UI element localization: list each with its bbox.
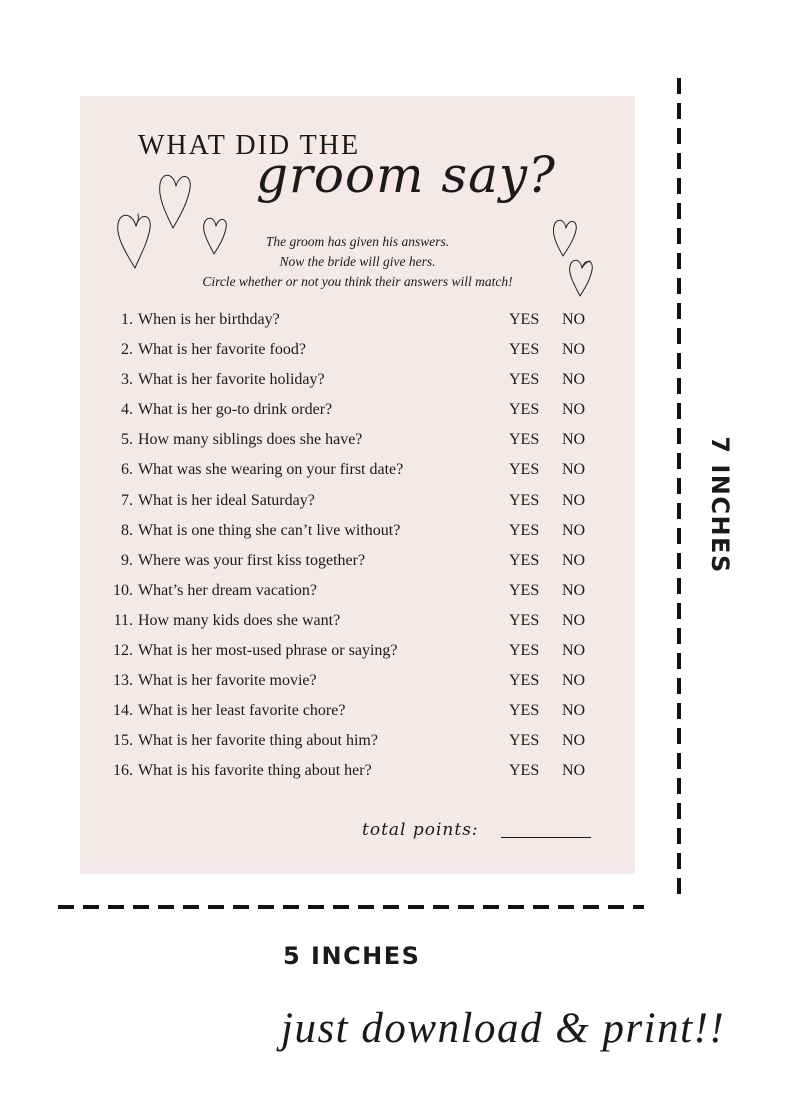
total-points-label: total points: <box>362 820 479 840</box>
question-text: What is her go-to drink order? <box>138 401 333 419</box>
yes-option[interactable]: YES <box>509 702 540 720</box>
question-number: 12. <box>113 642 133 660</box>
question-row <box>80 492 635 522</box>
no-option[interactable]: NO <box>562 371 586 389</box>
question-row <box>80 341 635 371</box>
question-row <box>80 612 635 642</box>
no-option[interactable]: NO <box>562 401 586 419</box>
question-number: 9. <box>121 551 133 569</box>
no-option[interactable]: NO <box>562 581 586 599</box>
yes-option[interactable]: YES <box>509 672 540 690</box>
yes-option[interactable]: YES <box>509 581 540 599</box>
question-text: What was she wearing on your first date? <box>138 461 404 479</box>
question-row <box>80 431 635 461</box>
no-option[interactable]: NO <box>562 611 586 629</box>
no-option[interactable]: NO <box>562 642 586 660</box>
yes-option[interactable]: YES <box>509 401 540 419</box>
yes-option[interactable]: YES <box>509 491 540 509</box>
no-option[interactable]: NO <box>562 732 586 750</box>
question-number: 14. <box>113 702 133 720</box>
question-row <box>80 311 635 341</box>
yes-option[interactable]: YES <box>509 762 540 780</box>
no-option[interactable]: NO <box>562 461 586 479</box>
no-option[interactable]: NO <box>562 672 586 690</box>
yes-option[interactable]: YES <box>509 642 540 660</box>
question-list <box>80 311 635 793</box>
question-number: 11. <box>113 611 133 629</box>
question-text: What is her least favorite chore? <box>138 702 346 720</box>
question-number: 5. <box>121 431 133 449</box>
yes-option[interactable]: YES <box>509 311 540 328</box>
no-option[interactable]: NO <box>562 491 586 509</box>
question-text: What’s her dream vacation? <box>138 581 318 599</box>
question-text: How many kids does she want? <box>138 611 341 629</box>
instructions <box>160 232 555 292</box>
question-row <box>80 762 635 792</box>
question-number: 8. <box>121 521 133 539</box>
question-row <box>80 702 635 732</box>
no-option[interactable]: NO <box>562 341 586 359</box>
question-text: What is one thing she can’t live without? <box>138 521 401 539</box>
instruction-line: Circle whether or not you think their answers will match! <box>202 274 513 289</box>
question-text: What is her most-used phrase or saying? <box>138 642 398 660</box>
question-row <box>80 732 635 762</box>
total-points-blank <box>501 837 591 838</box>
question-row <box>80 401 635 431</box>
instruction-line: Now the bride will give hers. <box>279 254 436 269</box>
question-row <box>80 582 635 612</box>
question-row <box>80 642 635 672</box>
instruction-line: The groom has given his answers. <box>265 234 450 249</box>
no-option[interactable]: NO <box>562 551 586 569</box>
question-number: 4. <box>121 401 133 419</box>
question-text: What is her favorite food? <box>138 341 306 359</box>
question-row <box>80 461 635 491</box>
title-script: groom say? <box>256 146 556 204</box>
question-number: 6. <box>121 461 133 479</box>
question-text: Where was your first kiss together? <box>138 551 366 569</box>
question-row <box>80 522 635 552</box>
heart-icon <box>160 175 191 228</box>
no-option[interactable]: NO <box>562 431 586 449</box>
question-row <box>80 672 635 702</box>
question-text: What is her favorite movie? <box>138 672 317 690</box>
yes-option[interactable]: YES <box>509 551 540 569</box>
yes-option[interactable]: YES <box>509 431 540 449</box>
question-text: What is her ideal Saturday? <box>138 491 315 509</box>
no-option[interactable]: NO <box>562 702 586 720</box>
game-card <box>80 96 635 874</box>
question-number: 3. <box>121 371 133 389</box>
no-option[interactable]: NO <box>562 762 586 780</box>
width-label: 5 INCHES <box>283 942 421 970</box>
question-text: What is her favorite thing about him? <box>138 732 378 750</box>
heart-icon <box>570 260 593 296</box>
question-number: 10. <box>113 581 133 599</box>
question-number: 13. <box>113 672 133 690</box>
question-number: 7. <box>121 491 133 509</box>
question-text: What is her favorite holiday? <box>138 371 325 389</box>
no-option[interactable]: NO <box>562 311 586 328</box>
yes-option[interactable]: YES <box>509 611 540 629</box>
yes-option[interactable]: YES <box>509 521 540 539</box>
width-dashed-line <box>58 905 644 909</box>
question-text: What is his favorite thing about her? <box>138 762 372 780</box>
height-dashed-line <box>677 78 681 900</box>
yes-option[interactable]: YES <box>509 371 540 389</box>
question-text: When is her birthday? <box>138 311 280 328</box>
no-option[interactable]: NO <box>562 521 586 539</box>
yes-option[interactable]: YES <box>509 341 540 359</box>
height-label: 7 INCHES <box>706 436 734 574</box>
question-number: 1. <box>121 311 133 328</box>
yes-option[interactable]: YES <box>509 461 540 479</box>
tagline: just download & print!! <box>281 1005 726 1052</box>
question-row <box>80 552 635 582</box>
question-number: 15. <box>113 732 133 750</box>
yes-option[interactable]: YES <box>509 732 540 750</box>
question-number: 16. <box>113 762 133 780</box>
question-row <box>80 371 635 401</box>
title-top: WHAT DID THE <box>138 130 361 161</box>
heart-icon <box>553 220 576 256</box>
question-text: How many siblings does she have? <box>138 431 363 449</box>
heart-icon <box>118 215 151 268</box>
question-number: 2. <box>121 341 133 359</box>
